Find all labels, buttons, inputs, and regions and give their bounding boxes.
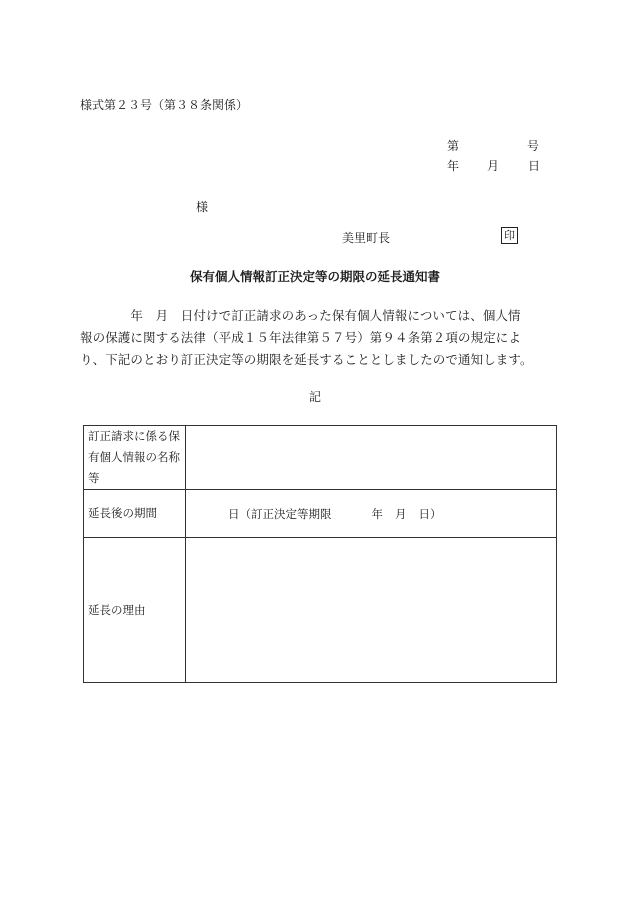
table-row: [84, 538, 557, 683]
value-record-name: [186, 426, 557, 490]
issuer-name: 美里町長: [342, 231, 391, 245]
body-line: 報の保護に関する法律（平成１５年法律第５７号）第９４条第２項の規定によ: [80, 330, 522, 345]
ki-heading: 記: [308, 390, 321, 404]
body-line: 年 月 日付けで訂正請求のあった保有個人情報については、個人情: [80, 308, 521, 323]
value-extended-period: [186, 490, 557, 538]
date-year-label: 年: [447, 159, 460, 173]
doc-number-dai: 第: [447, 139, 460, 153]
period-year-label: 年: [371, 506, 383, 521]
table-row: [84, 426, 557, 490]
form-number: 様式第２３号（第３８条関係）: [80, 98, 249, 112]
document-title: 保有個人情報訂正決定等の期限の延長通知書: [189, 269, 440, 284]
label-reason: 延長の理由: [84, 538, 186, 683]
body-paragraph: [80, 305, 560, 371]
doc-number-go: 号: [527, 139, 540, 153]
period-month-label: 月: [395, 506, 407, 521]
seal-mark: 印: [501, 227, 518, 244]
detail-table: [83, 425, 557, 683]
value-reason: [186, 538, 557, 683]
period-line: [190, 506, 552, 522]
body-line: り、下記のとおり訂正決定等の期限を延長することとしましたので通知します。: [80, 352, 533, 367]
table-row: [84, 490, 557, 538]
label-record-name: 訂正請求に係る保有個人情報の名称等: [84, 426, 186, 490]
date-day-label: 日: [528, 159, 541, 173]
addressee-suffix: 様: [196, 200, 209, 214]
period-day-close: 日）: [418, 506, 442, 521]
label-extended-period: 延長後の期間: [84, 490, 186, 538]
period-days-label: 日（訂正決定等期限: [228, 506, 332, 521]
date-month-label: 月: [487, 159, 500, 173]
